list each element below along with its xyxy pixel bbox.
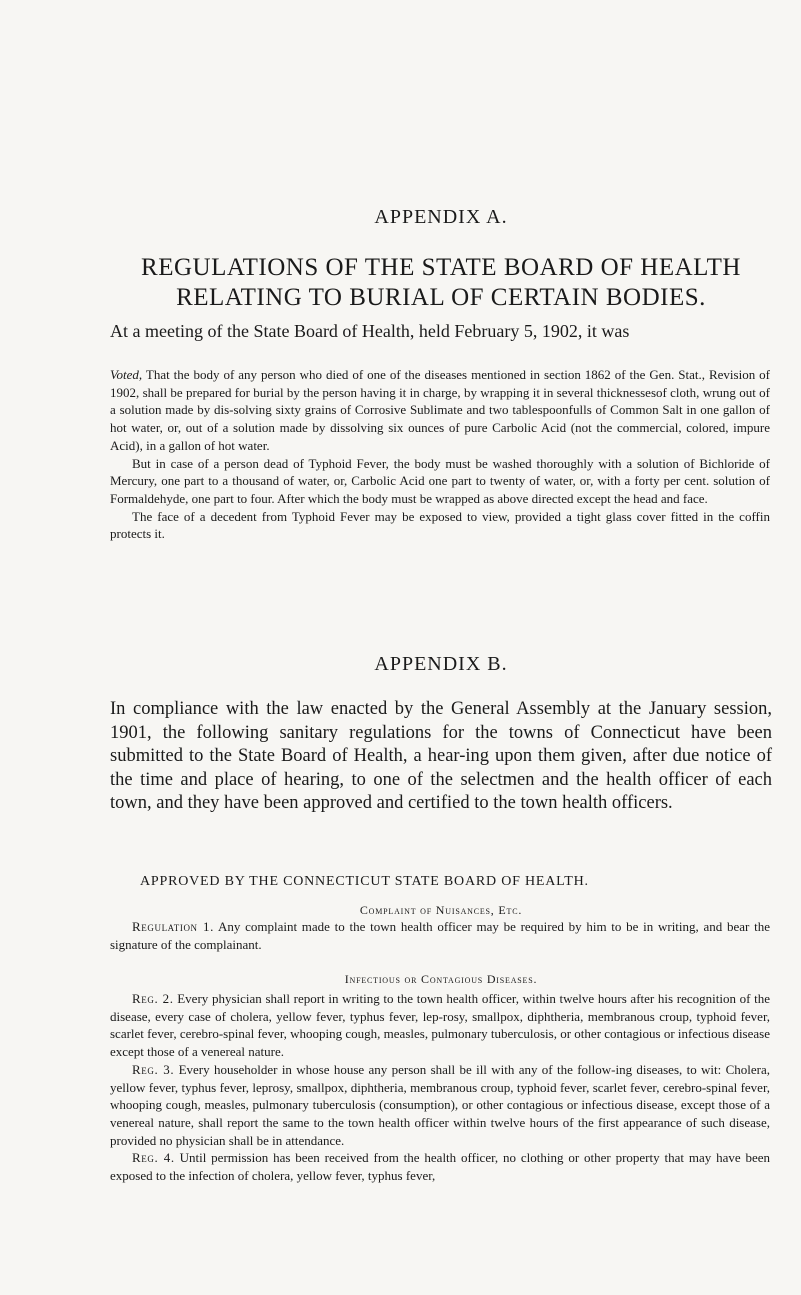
regulation-1-label: Regulation 1.	[132, 919, 214, 934]
regulation-1-text: Any complaint made to the town health officer may be required by him to be in writing, and bear the signature of the complainant.	[110, 919, 770, 952]
regulations-heading-line-2: RELATING TO BURIAL OF CERTAIN BODIES.	[176, 284, 706, 311]
regulation-4-label: Reg. 4.	[132, 1150, 175, 1166]
regulation-2-text: Every physician shall report in writing to the town health officer, within twelve hours after his recognition of the disease, every case of cholera, yellow fever, typhus fever, lep-rosy, smallpox, diphtheria, membranous croup, typhoid fever, scarlet fever, cerebro-spinal fever, whooping cough, measles, pulmonary tuberculosis, or other contagious or infectious disease except those of a venereal nature.	[110, 991, 771, 1060]
regulation-2-label: Reg. 2.	[132, 991, 174, 1006]
appendix-a-title: APPENDIX A.	[374, 206, 508, 228]
nuisances-subheading: Complaint of Nuisances, Etc.	[359, 903, 523, 917]
meeting-intro: At a meeting of the State Board of Health, held February 5, 1902, it was	[110, 321, 630, 341]
appendix-b-title: APPENDIX B.	[374, 653, 508, 675]
regulation-1	[110, 918, 770, 953]
appendix-b-intro: In compliance with the law enacted by the General Assembly at the January session, 1901, the following sanitary regulations for the towns of Connecticut have been submitted to the State Board of Health, a hear-ing upon them given, after due notice of the time and place of hearing, to one of the selectmen and the health officer of each town, and they have been approved and certified to the town health officers.	[110, 699, 772, 813]
voted-label: Voted,	[110, 367, 143, 382]
regulation-2	[110, 990, 770, 1061]
regulations-2-to-4	[110, 990, 770, 1185]
typhoid-paragraph: But in case of a person dead of Typhoid Fever, the body must be washed thoroughly with a solution of Bichloride of Mercury, one part to a thousand of water, or, Carbolic Acid one part to twenty of water, or, with a forty per cent. solution of Formaldehyde, one part to four. After which the body must be wrapped as above directed except the head and face.	[110, 455, 770, 506]
approved-heading: APPROVED BY THE CONNECTICUT STATE BOARD OF HEALTH.	[140, 874, 589, 889]
face-exposure-paragraph: The face of a decedent from Typhoid Fever may be exposed to view, provided a tight glass cover fitted in the coffin protects it.	[110, 508, 770, 542]
regulation-4	[110, 1149, 770, 1184]
diseases-subheading: Infectious or Contagious Diseases.	[344, 972, 538, 986]
regulation-4-text: Until permission has been received from the health officer, no clothing or other property that may have been exposed to the infection of cholera, yellow fever, typhus fever,	[110, 1150, 771, 1184]
regulation-3	[110, 1061, 770, 1150]
regulations-heading-line-1: REGULATIONS OF THE STATE BOARD OF HEALTH	[141, 254, 741, 281]
appendix-a-body	[110, 366, 770, 543]
regulation-3-label: Reg. 3.	[132, 1061, 175, 1077]
voted-paragraph	[110, 366, 770, 455]
voted-text: That the body of any person who died of one of the diseases mentioned in section 1862 of the Gen. Stat., Revision of 1902, shall be prepared for burial by the person having it in charge, by wrapping it in several thicknessesof cloth, wrung out of a solution made by dis-solving sixty grains of Corrosive Sublimate and two tablespoonfulls of Common Salt in one gallon of hot water, or, out of a solution made by dissolving six ounces of pure Carbolic Acid (not the commercial, colored, impure Acid), in a gallon of hot water.	[110, 367, 770, 453]
regulations-heading	[110, 253, 772, 313]
regulation-3-text: Every householder in whose house any person shall be ill with any of the follow-ing diseases, to wit: Cholera, yellow fever, typhus fever, leprosy, smallpox, diphtheria, membranous croup, typhoid fever, scarlet fever, cerebro-spinal fever, whooping cough, measles, pulmonary tuberculosis (consumption), or other contagious or infectious disease, except those of a venereal nature, shall report the same to the town health officer within twelve hours of the first appearance of such disease, provided no physician shall be in attendance.	[110, 1061, 771, 1148]
